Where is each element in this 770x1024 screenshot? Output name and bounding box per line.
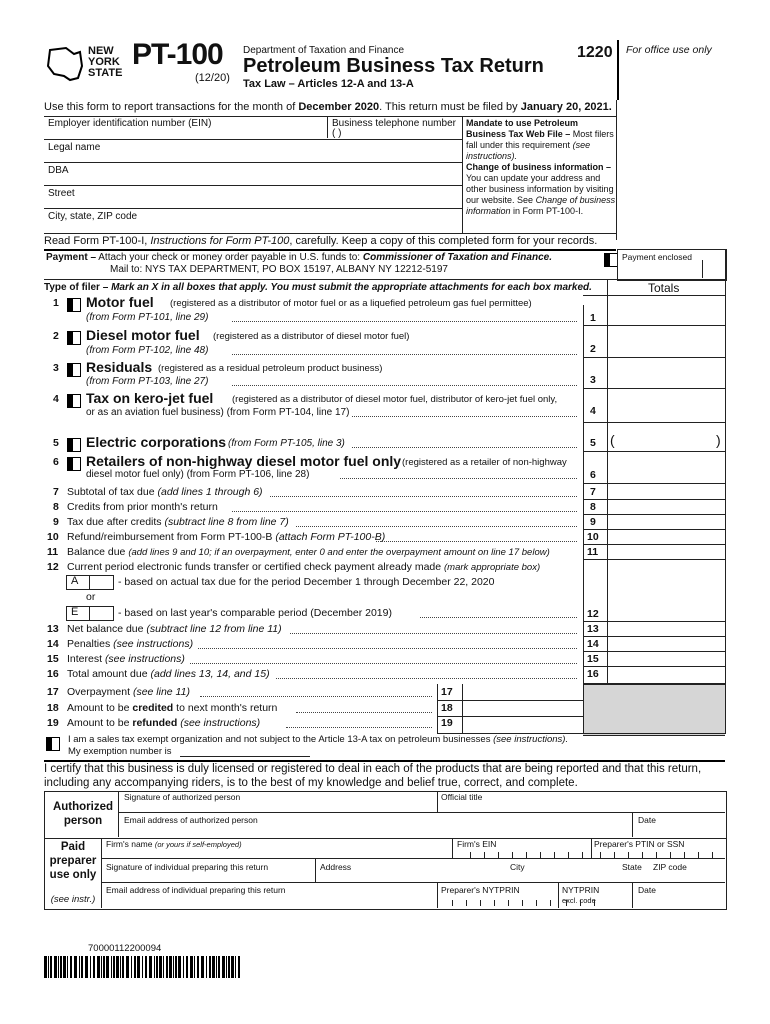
department: Department of Taxation and Finance — [243, 45, 405, 56]
diesel-fuel-checkbox[interactable] — [67, 331, 81, 345]
line-2-box: 2 — [590, 343, 596, 355]
digit-tick — [614, 852, 615, 858]
address-label: Address — [320, 862, 352, 872]
digit-tick — [628, 852, 629, 858]
digit-tick — [540, 852, 541, 858]
line-1-title: Motor fuel — [86, 294, 154, 310]
line-5-box: 5 — [590, 437, 596, 449]
line-4-sub: or as an aviation fuel business) (from Form PT-104, line 17) — [86, 407, 350, 418]
line-3-desc: (registered as a residual petroleum product business) — [158, 363, 383, 374]
preparer-email-label: Email address of individual preparing this return — [106, 885, 286, 895]
option-e-box[interactable]: E — [66, 606, 114, 621]
shaded-area — [583, 684, 725, 736]
line-4-title: Tax on kero-jet fuel — [86, 390, 214, 406]
intro-line: Use this form to report transactions for the month of December 2020. This return must be filed by January 20, 2021. — [44, 101, 612, 113]
mail-address: Mail to: NYS TAX DEPARTMENT, PO BOX 15197, ALBANY NY 12212-5197 — [110, 264, 448, 275]
authorized-person-label: Authorized person — [52, 801, 114, 827]
state-label: State — [622, 862, 642, 872]
digit-tick — [642, 852, 643, 858]
digit-tick — [580, 900, 581, 906]
digit-tick — [484, 852, 485, 858]
digit-tick — [536, 900, 537, 906]
barcode — [44, 956, 242, 978]
line-2-desc: (registered as a distributor of diesel motor fuel) — [213, 331, 410, 342]
payment-enclosed-label: Payment enclosed — [622, 252, 692, 262]
authorized-email-label: Email address of authorized person — [124, 815, 258, 825]
digit-tick — [470, 852, 471, 858]
digit-tick — [526, 852, 527, 858]
preparer-signature-label: Signature of individual preparing this return — [106, 862, 269, 872]
digit-tick — [554, 852, 555, 858]
logo-line-1: NEW — [88, 45, 114, 57]
firm-name-label: Firm's name (or yours if self-employed) — [106, 839, 242, 849]
line-2-sub: (from Form PT-102, line 48) — [86, 345, 209, 356]
digit-tick — [594, 900, 595, 906]
line-6-sub: diesel motor fuel only) (from Form PT-106, line 28) — [86, 469, 310, 480]
motor-fuel-checkbox[interactable] — [67, 298, 81, 312]
line-6-box: 6 — [590, 469, 596, 481]
kero-jet-checkbox[interactable] — [67, 394, 81, 408]
digit-tick — [656, 852, 657, 858]
sales-tax-text: I am a sales tax exempt organization and not subject to the Article 13-A tax on petroleum businesses (see instructions). — [68, 734, 569, 745]
line-4-desc: (registered as a distributor of diesel motor fuel, distributor of kero-jet fuel only, — [232, 394, 558, 405]
line-3-box: 3 — [590, 374, 596, 386]
digit-tick — [698, 852, 699, 858]
nytprin-excl-label: NYTPRIN — [562, 885, 600, 895]
phone-label: Business telephone number — [332, 118, 456, 129]
exemption-label: My exemption number is — [68, 746, 172, 757]
preparer-date-label: Date — [638, 885, 656, 895]
sales-tax-exempt-checkbox[interactable] — [46, 737, 60, 751]
option-a-box[interactable]: A — [66, 575, 114, 590]
exemption-number-field[interactable] — [180, 756, 310, 757]
form-subtitle: Tax Law – Articles 12-A and 13-A — [243, 78, 414, 90]
read-form-notice: Read Form PT-100-I, Instructions for Form PT-100, carefully. Keep a copy of this completed form for your records. — [44, 235, 598, 247]
digit-tick — [466, 900, 467, 906]
revision: (12/20) — [195, 72, 230, 84]
line-1-desc: (registered as a distributor of motor fuel or as a liquefied petroleum gas fuel permittee) — [170, 298, 532, 309]
city-label: City, state, ZIP code — [48, 211, 138, 222]
payment-line: Payment – Attach your check or money order payable in U.S. funds to: Commissioner of Taxation and Finance. — [46, 252, 552, 263]
digit-tick — [480, 900, 481, 906]
line-5-title: Electric corporations — [86, 434, 227, 450]
phone-paren: ( ) — [332, 128, 342, 139]
digit-tick — [566, 900, 567, 906]
digit-tick — [522, 900, 523, 906]
line-5-paren-open: ( — [610, 432, 615, 448]
office-use: For office use only — [626, 44, 712, 56]
digit-tick — [670, 852, 671, 858]
excl-code-label: excl. code — [562, 896, 596, 905]
totals-label: Totals — [648, 281, 680, 295]
legal-name-label: Legal name — [48, 142, 101, 153]
line-1-sub: (from Form PT-101, line 29) — [86, 312, 209, 323]
digit-tick — [494, 900, 495, 906]
line-5-paren-close: ) — [716, 432, 721, 448]
digit-tick — [600, 852, 601, 858]
logo-line-2: YORK — [88, 56, 120, 68]
preparer-label: Paid preparer use only — [49, 841, 97, 881]
zip-label: ZIP code — [653, 862, 687, 872]
line-1-box: 1 — [590, 312, 596, 324]
line-3-title: Residuals — [86, 359, 153, 375]
digit-tick — [452, 900, 453, 906]
nytprin-label: Preparer's NYTPRIN — [441, 885, 520, 895]
digit-tick — [712, 852, 713, 858]
preparer-see: (see instr.) — [50, 894, 96, 905]
ein-label: Employer identification number (EIN) — [48, 118, 212, 129]
state-logo — [44, 44, 126, 86]
electric-corp-checkbox[interactable] — [67, 438, 81, 452]
line-2-title: Diesel motor fuel — [86, 327, 200, 343]
payment-enclosed-box[interactable] — [617, 249, 727, 281]
authorized-date-label: Date — [638, 815, 656, 825]
ptin-label: Preparer's PTIN or SSN — [594, 839, 685, 849]
digit-tick — [582, 852, 583, 858]
dba-label: DBA — [48, 165, 69, 176]
residuals-checkbox[interactable] — [67, 363, 81, 377]
digit-tick — [568, 852, 569, 858]
line-3-sub: (from Form PT-103, line 27) — [86, 376, 209, 387]
logo-line-3: STATE — [88, 67, 123, 79]
line-4-box: 4 — [590, 405, 596, 417]
line-6-desc: (registered as a retailer of non-highway — [402, 457, 567, 468]
digit-tick — [508, 900, 509, 906]
non-highway-diesel-checkbox[interactable] — [67, 457, 81, 471]
form-number: PT-100 — [132, 38, 223, 71]
line-6-title: Retailers of non-highway diesel motor fuel only — [86, 453, 402, 469]
city-label-prep: City — [510, 862, 525, 872]
certification-text: I certify that this business is duly licensed or registered to deal in each of the products that are being reported and that this return, including any accompanying riders, is to the best of my knowledge and belief true, correct, and complete. — [44, 763, 702, 789]
digit-tick — [550, 900, 551, 906]
form-title: Petroleum Business Tax Return — [243, 55, 544, 77]
official-title-label: Official title — [441, 792, 483, 802]
street-label: Street — [48, 188, 75, 199]
line-5-desc: (from Form PT-105, line 3) — [228, 438, 345, 449]
mandate-notice: Mandate to use Petroleum Business Tax Web File – Most filers fall under this requirement (see instructions). Change of business information – You can update your address and other business information by visiting our website. See Change of business information in Form PT-100-I. — [466, 118, 616, 216]
barcode-number: 70000112200094 — [88, 943, 162, 954]
digit-tick — [512, 852, 513, 858]
form-code: 1220 — [577, 44, 613, 61]
payment-enclosed-checkbox[interactable] — [604, 253, 618, 267]
filer-type-line: Type of filer – Mark an X in all boxes that apply. You must submit the appropriate attachments for each box marked. — [44, 282, 592, 293]
digit-tick — [498, 852, 499, 858]
digit-tick — [684, 852, 685, 858]
firm-ein-label: Firm's EIN — [457, 839, 497, 849]
authorized-signature-label: Signature of authorized person — [124, 792, 241, 802]
